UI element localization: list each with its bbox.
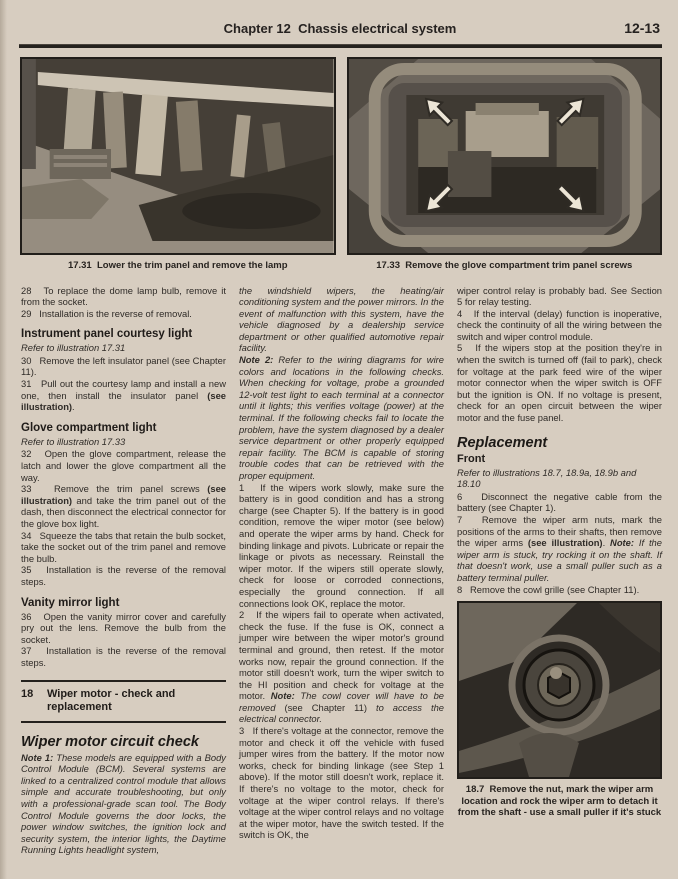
paragraph xyxy=(21,483,226,529)
paragraph xyxy=(21,752,226,856)
heading xyxy=(21,597,226,610)
text-run: 7 Remove the wiper arm nuts, mark the positions of the arms to their shafts, then remove the wiper arms xyxy=(457,514,662,549)
paragraph xyxy=(21,355,226,378)
text-run: . xyxy=(602,537,611,549)
scan-edge-shadow xyxy=(0,0,7,879)
paragraph xyxy=(239,354,444,482)
text-run: 4 If the interval (delay) function is inoperative, check the continuity of all the wiring between the switch and wiper control module. xyxy=(457,307,662,342)
text-run: 2 If the wipers fail to operate when activated, check the fuse. If the fuse is OK, connect a jumper wire between the wiper motor's ground terminal and ground, then retest. If the motor works now, repair the ground connection. If the motor still doesn't work, turn the wiper switch to the HI position and check for voltage at the motor. xyxy=(239,609,444,702)
paragraph xyxy=(21,530,226,565)
text-run: If the wiper arm is stuck, try rocking it on the shaft. If that doesn't work, use a small puller such as a battery terminal puller. xyxy=(457,537,662,583)
text-run: Note: xyxy=(610,537,639,549)
text-run: 33 Remove the trim panel screws xyxy=(21,483,208,495)
text-run: Wiper motor circuit check xyxy=(21,733,199,750)
text-run: Note 2: xyxy=(239,354,279,366)
text-run: 6 Disconnect the negative cable from the battery (see Chapter 1). xyxy=(457,490,662,514)
text-run: . xyxy=(72,401,75,413)
text-run: Instrument panel courtesy light xyxy=(21,328,193,341)
text-run: Replacement xyxy=(457,434,548,451)
text-run: 36 Open the vanity mirror cover and carefully pry out the lens. Remove the bulb from the socket. xyxy=(21,610,226,645)
paragraph xyxy=(21,448,226,483)
photo-lower-trim-panel xyxy=(20,57,336,255)
heading xyxy=(21,328,226,341)
paragraph xyxy=(239,609,444,725)
top-photos-row xyxy=(0,48,678,255)
paragraph xyxy=(21,564,226,587)
section-title: Wiper motor - check and replacement xyxy=(47,687,176,713)
text-run: 3 If there's voltage at the connector, remove the motor and check it off the vehicle with fused jumper wires from the battery. If the motor now works, check for binding linkage (see Step 1 above). If the motor still doesn't work, replace it. If there's no voltage to the motor, check for voltage at the wiper control relays. If there's voltage at the wiper control relays and no voltage at the wiper motor, have the switch tested. If the switch is OK, the xyxy=(239,725,444,841)
text-run: Note 1: xyxy=(21,751,57,763)
photo-wiper-arm-nut xyxy=(457,601,662,779)
major-heading xyxy=(457,435,662,451)
text-run: 28 To replace the dome lamp bulb, remove it from the socket. xyxy=(21,284,226,308)
text-run: (see illustration) xyxy=(21,483,226,506)
caption-17-31: 17.31 Lower the trim panel and remove the lamp xyxy=(67,260,288,271)
text-run: Refer to illustration 17.31 xyxy=(21,342,126,354)
heading xyxy=(21,422,226,435)
glove-compartment-photo-illustration xyxy=(349,59,661,253)
paragraph xyxy=(457,285,662,308)
section-number: 18 xyxy=(21,687,34,700)
paragraph xyxy=(239,285,444,355)
illustration-ref xyxy=(21,342,226,354)
photo-glove-compartment xyxy=(347,57,663,255)
paragraph xyxy=(457,342,662,423)
paragraph xyxy=(21,611,226,646)
text-run: (see illustration) xyxy=(21,389,226,413)
caption-18-7: 18.7 Remove the nut, mark the wiper arm location and rock the wiper arm to detach it from the shaft - use a small puller if it's stuck xyxy=(457,784,662,819)
text-run: 30 Remove the left insulator panel (see Chapter 11). xyxy=(21,354,226,378)
text-run: and take the trim panel out of the dash, then disconnect the electrical connector for the glove box light. xyxy=(21,494,226,529)
text-run: 35 Installation is the reverse of the removal steps. xyxy=(21,564,226,587)
text-run: Refer to illustration 17.33 xyxy=(21,435,126,447)
column-right xyxy=(457,285,662,819)
column-middle xyxy=(239,285,444,842)
text-run: 1 If the wipers work slowly, make sure the battery is in good condition and has a strong charge (see Chapter 5). If the battery is in good condition, remove the wiper motor (see below) and operate the wiper arms by hand. Check for binding linkage and pivots. Lubricate or repair the linkage or pivots as necessary. Reinstall the wiper motor. If the wipers still operate slowly, check for loose or corroded connections, especially the ground connection. If all connections look OK, replace the motor. xyxy=(239,481,444,609)
text-run: 5 If the wipers stop at the position they're in when the switch is turned off (fail to park), check for voltage at the park feed wire of the wiper motor connector when the wiper switch is OFF but the ignition is ON. If no voltage is present, check for an open circuit between the wiper motor and the fuse panel. xyxy=(457,342,662,424)
text-run: Vanity mirror light xyxy=(21,596,120,609)
top-captions-row xyxy=(0,255,678,272)
paragraph xyxy=(457,308,662,343)
page-number: 12-13 xyxy=(624,20,660,36)
text-run: Front xyxy=(457,452,486,465)
text-run: (see illustration) xyxy=(527,537,603,549)
text-run: 31 Pull out the courtesy lamp and install a new one, then install the insulator panel xyxy=(21,378,226,401)
paragraph xyxy=(21,308,226,320)
text-run: wiper control relay is probably bad. See Section 5 for relay testing. xyxy=(457,284,662,308)
text-run: (see Chapter 11) xyxy=(284,701,367,713)
text-run: 29 Installation is the reverse of removal. xyxy=(21,307,192,319)
trim-panel-photo-illustration xyxy=(22,59,334,253)
text-columns xyxy=(0,272,678,856)
text-run: Refer to illustrations 18.7, 18.9a, 18.9b and 18.10 xyxy=(457,466,637,490)
column-left xyxy=(21,285,226,856)
section-header-box xyxy=(21,680,226,723)
subheading xyxy=(457,453,662,466)
paragraph xyxy=(239,725,444,841)
illustration-ref xyxy=(21,436,226,448)
text-run: 37 Installation is the reverse of the removal steps. xyxy=(21,645,226,668)
paragraph xyxy=(457,491,662,514)
text-run: The cowl cover will have to be removed xyxy=(239,690,445,713)
text-run: Glove compartment light xyxy=(21,421,157,434)
text-run: 8 Remove the cowl grille (see Chapter 11). xyxy=(457,583,640,595)
text-run: Refer to the wiring diagrams for wire colors and locations in the following checks. When checking for voltage, probe a grounded 12-volt test light to each terminal at a connector until it lights; this verifies voltage (power) at the terminal. If the following checks fail to locate the problem, have the system diagnosed by a dealer service department or other properly equipped repair facility. The BCM is capable of storing trouble codes that can be retrieved with the proper equipment. xyxy=(239,354,444,481)
text-run: 34 Squeeze the tabs that retain the bulb socket, take the socket out of the trim panel and remove the bulb. xyxy=(21,529,226,564)
chapter-title: Chapter 12 Chassis electrical system xyxy=(223,21,457,36)
major-heading xyxy=(21,734,226,750)
text-run: 32 Open the glove compartment, release the latch and lower the glove compartment all the way. xyxy=(21,448,226,483)
page-header xyxy=(0,0,678,36)
illustration-ref xyxy=(457,467,662,490)
paragraph xyxy=(239,482,444,610)
paragraph xyxy=(457,514,662,584)
text-run: to access the electrical connector. xyxy=(239,701,444,725)
paragraph xyxy=(457,584,662,596)
column-right-text xyxy=(457,285,662,596)
text-run: Note: xyxy=(270,690,301,702)
paragraph xyxy=(21,285,226,308)
caption-17-33: 17.33 Remove the glove compartment trim panel screws xyxy=(376,260,633,271)
text-run: the windshield wipers, the heating/air conditioning system and the power mirrors. In the event of malfunction with this system, have the vehicle diagnosed by a dealership service department or other qualified automotive repair facility. xyxy=(239,284,444,354)
paragraph xyxy=(21,645,226,668)
text-run: These models are equipped with a Body Control Module (BCM). Several systems are linked to a centralized control module that allows simple and accurate troubleshooting, but only with a professional-grade scan tool. The Body Control Module governs the door locks, the power window switches, the ignition lock and security system, the interior lights, the Daytime Running Lights headlight system, xyxy=(21,751,226,856)
paragraph xyxy=(21,378,226,413)
wiper-arm-nut-photo-illustration xyxy=(459,603,660,777)
